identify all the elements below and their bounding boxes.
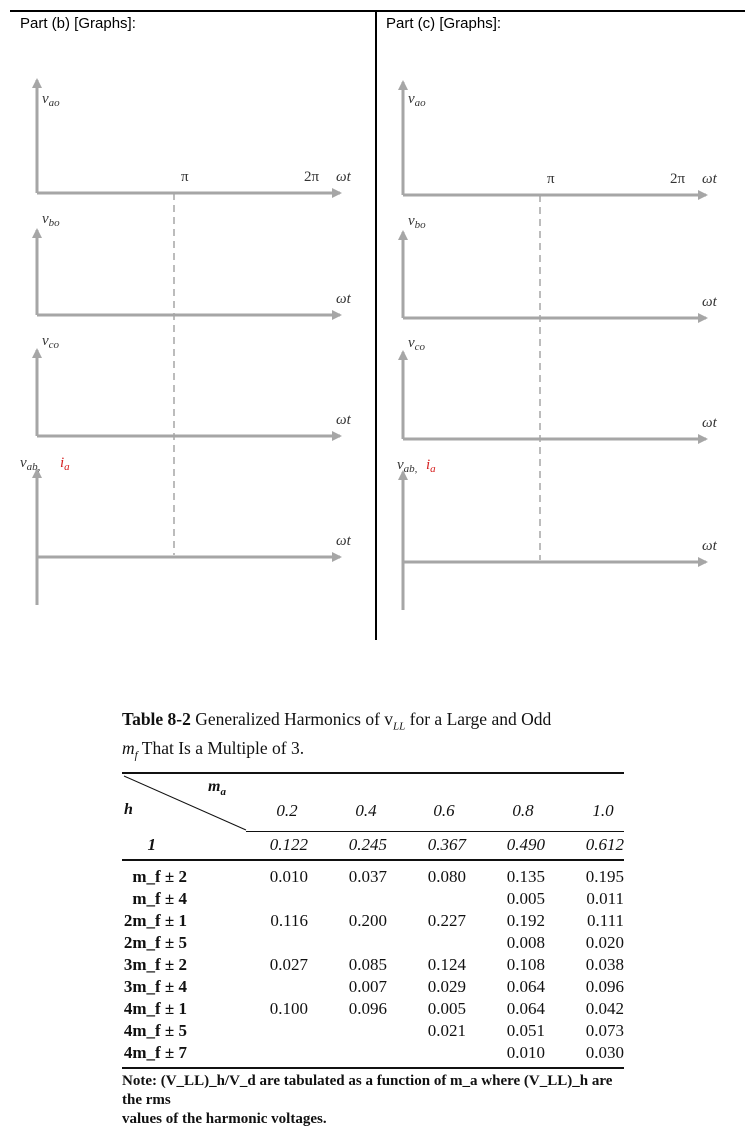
harmonics-table bbox=[122, 709, 624, 1129]
omega-t-label: ωt bbox=[336, 412, 351, 428]
omega-t-label: ωt bbox=[702, 538, 717, 554]
table-cell: 0.080 bbox=[427, 867, 466, 886]
fundamental-rule bbox=[122, 859, 624, 861]
fundamental-label: 1 bbox=[147, 835, 156, 854]
table-cell: 0.367 bbox=[427, 835, 466, 854]
table-cell: 0.030 bbox=[585, 1043, 624, 1062]
two-pi-tick-label: 2π bbox=[304, 169, 320, 185]
table-cell: 0.490 bbox=[506, 835, 545, 854]
table-cell: 0.038 bbox=[585, 955, 624, 974]
table-cell: 0.037 bbox=[348, 867, 387, 886]
table-cell: 0.135 bbox=[506, 867, 545, 886]
harmonic-order-label: 4m_f ± 1 bbox=[123, 999, 187, 1018]
table-cell: 0.116 bbox=[270, 911, 308, 930]
harmonic-order-label: 2m_f ± 5 bbox=[123, 933, 187, 952]
table-cell: 0.051 bbox=[506, 1021, 545, 1040]
table-cell: 0.122 bbox=[269, 835, 308, 854]
table-note bbox=[122, 1072, 624, 1129]
harmonic-order-label: 4m_f ± 5 bbox=[123, 1021, 187, 1040]
ia-label: $i_a$ bbox=[60, 455, 70, 473]
table-cell: 0.027 bbox=[269, 955, 308, 974]
table-cell: 0.042 bbox=[585, 999, 624, 1018]
pi-tick-label: π bbox=[547, 171, 555, 187]
fundamental-row bbox=[122, 832, 624, 859]
vbo-label: $v_{bo}$ bbox=[42, 211, 60, 229]
pi-tick-label: π bbox=[181, 169, 189, 185]
table-cell: 0.192 bbox=[506, 911, 545, 930]
ma-value: 0.2 bbox=[276, 801, 298, 820]
table-cell: 0.064 bbox=[506, 977, 545, 996]
table-cell: 0.010 bbox=[506, 1043, 545, 1062]
note-line-1: Note: (V_LL)_h/V_d are tabulated as a function of m_a where (V_LL)_h are the rms bbox=[122, 1072, 613, 1108]
table-cell: 0.011 bbox=[586, 889, 624, 908]
harmonic-order-label: 3m_f ± 4 bbox=[123, 977, 187, 996]
vco-label: $v_{co}$ bbox=[42, 333, 60, 351]
part-b-graphs bbox=[0, 0, 375, 640]
vbo-label: $v_{bo}$ bbox=[408, 213, 426, 231]
omega-t-label: ωt bbox=[702, 171, 717, 187]
part-b-title: Part (b) [Graphs]: bbox=[20, 15, 136, 32]
table-cell: 0.020 bbox=[585, 933, 624, 952]
ma-value: 0.4 bbox=[355, 801, 377, 820]
harmonic-order-label: 2m_f ± 1 bbox=[123, 911, 187, 930]
table-cell: 0.245 bbox=[348, 835, 387, 854]
omega-t-label: ωt bbox=[336, 291, 351, 307]
table-cell: 0.007 bbox=[348, 977, 387, 996]
table-bottom-rule bbox=[122, 1067, 624, 1069]
table-cell: 0.064 bbox=[506, 999, 545, 1018]
harmonic-order-label: 4m_f ± 7 bbox=[123, 1043, 187, 1062]
harmonic-rows bbox=[122, 867, 624, 1067]
table-cell: 0.111 bbox=[587, 911, 624, 930]
table-cell: 0.029 bbox=[427, 977, 466, 996]
vao-label: $v_{ao}$ bbox=[42, 91, 60, 109]
harmonic-order-label: m_f ± 2 bbox=[132, 867, 187, 886]
omega-t-label: ωt bbox=[336, 533, 351, 549]
ma-label: $m_a$ bbox=[208, 778, 226, 799]
table-cell: 0.195 bbox=[585, 867, 624, 886]
table-cell: 0.227 bbox=[427, 911, 466, 930]
table-cell: 0.124 bbox=[427, 955, 466, 974]
ma-value: 0.8 bbox=[512, 801, 534, 820]
part-c-title: Part (c) [Graphs]: bbox=[386, 15, 502, 32]
ma-value: 1.0 bbox=[592, 801, 614, 820]
table-cell: 0.612 bbox=[585, 835, 624, 854]
table-cell: 0.073 bbox=[585, 1021, 624, 1040]
vab-label: $v_{ab,}$ bbox=[20, 455, 41, 473]
ma-value: 0.6 bbox=[433, 801, 455, 820]
vao-label: $v_{ao}$ bbox=[408, 91, 426, 109]
table-cell: 0.085 bbox=[348, 955, 387, 974]
note-line-2: values of the harmonic voltages. bbox=[122, 1110, 327, 1127]
table-cell: 0.010 bbox=[269, 867, 308, 886]
table-caption: Table 8-2 Generalized Harmonics of $v_{LL}$ for a Large and Odd $m_f$ That Is a Multiple of 3. bbox=[122, 709, 552, 761]
omega-t-label: ωt bbox=[702, 415, 717, 431]
table-cell: 0.100 bbox=[269, 999, 308, 1018]
h-label: h bbox=[124, 801, 133, 818]
omega-t-label: ωt bbox=[702, 294, 717, 310]
table-cell: 0.096 bbox=[585, 977, 624, 996]
omega-t-label: ωt bbox=[336, 169, 351, 185]
part-c-graphs bbox=[366, 0, 741, 640]
table-cell: 0.008 bbox=[506, 933, 545, 952]
table-cell: 0.200 bbox=[348, 911, 387, 930]
table-cell: 0.005 bbox=[427, 999, 466, 1018]
table-cell: 0.021 bbox=[427, 1021, 466, 1040]
vab-label: $v_{ab,}$ bbox=[397, 457, 418, 475]
harmonic-order-label: 3m_f ± 2 bbox=[123, 955, 187, 974]
table-cell: 0.108 bbox=[506, 955, 545, 974]
two-pi-tick-label: 2π bbox=[670, 171, 686, 187]
ia-label: $i_a$ bbox=[426, 457, 436, 475]
table-header bbox=[122, 774, 624, 831]
table-cell: 0.005 bbox=[506, 889, 545, 908]
harmonic-order-label: m_f ± 4 bbox=[132, 889, 187, 908]
vco-label: $v_{co}$ bbox=[408, 335, 426, 353]
table-cell: 0.096 bbox=[348, 999, 387, 1018]
